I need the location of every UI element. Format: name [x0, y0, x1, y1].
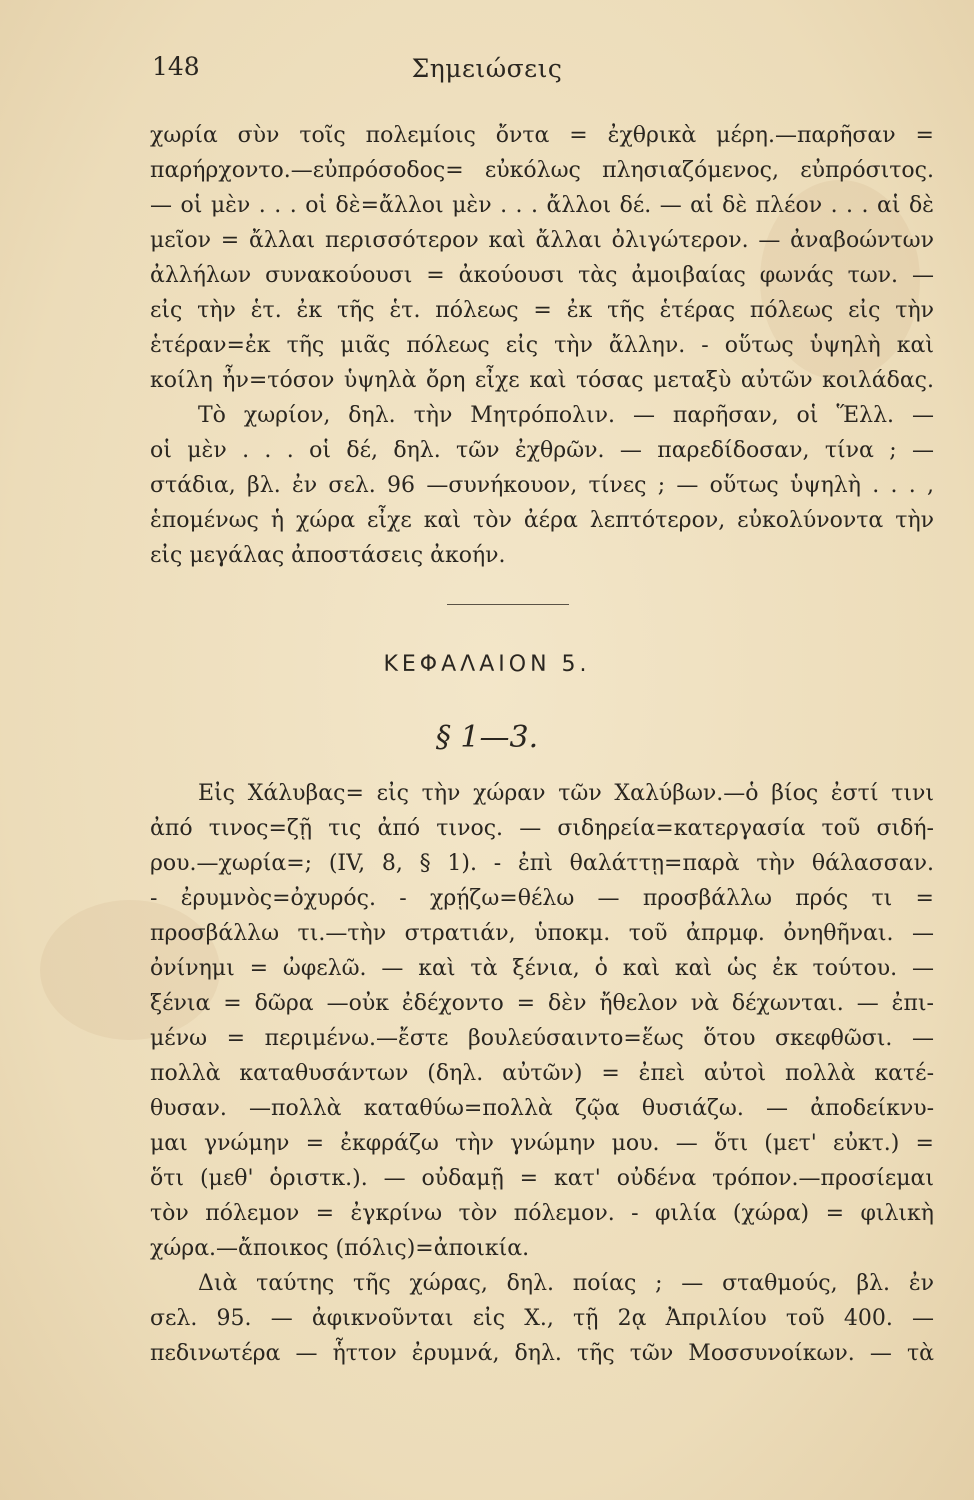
text-line: παρήρχοντο.—εὐπρόσοδος= εὐκόλως πλησιαζόμενος, εὐπρόσιτος. [150, 158, 934, 183]
notes-block-2 [150, 776, 934, 1371]
text-line: σελ. 95. — ἀφικνοῦνται εἰς Χ., τῇ 2ᾳ Ἀπριλίου τοῦ 400. — [150, 1306, 934, 1331]
text-line: εἰς μεγάλας ἀποστάσεις ἀκοήν. [150, 543, 506, 568]
text-line: Διὰ ταύτης τῆς χώρας, δηλ. ποίας ; — σταθμούς, βλ. ἐν [198, 1271, 934, 1296]
text-line: χώρα.—ἄποικος (πόλις)=ἀποικία. [150, 1236, 530, 1261]
text-line: κοίλη ἦν=τόσον ὑψηλὰ ὄρη εἶχε καὶ τόσας μεταξὺ αὐτῶν κοιλάδας. [150, 368, 934, 393]
text-line: ἑτέραν=ἐκ τῆς μιᾶς πόλεως εἰς τὴν ἄλλην. - οὕτως ὑψηλὴ καὶ [150, 333, 934, 358]
section-divider [447, 604, 569, 605]
text-line: μεῖον = ἄλλαι περισσότερον καὶ ἄλλαι ὀλιγώτερον. — ἀναβοώντων [150, 228, 934, 253]
page-header [0, 52, 974, 92]
text-line: ὅτι (μεθ' ὁριστκ.). — οὐδαμῇ = κατ' οὐδένα τρόπον.—προσίεμαι [150, 1166, 934, 1191]
text-line: ἀπό τινος=ζῇ τις ἀπό τινος. — σιδηρεία=κατεργασία τοῦ σιδή- [150, 816, 934, 841]
text-line: εἰς τὴν ἑτ. ἐκ τῆς ἑτ. πόλεως = ἐκ τῆς ἑτέρας πόλεως εἰς τὴν [150, 298, 934, 323]
running-title: Σημειώσεις [411, 54, 563, 83]
text-line: στάδια, βλ. ἐν σελ. 96 —συνήκουον, τίνες ; — οὕτως ὑψηλὴ . . . , [150, 473, 934, 498]
notes-block-1 [150, 118, 934, 573]
text-line: οἱ μὲν . . . οἱ δέ, δηλ. τῶν ἐχθρῶν. — παρεδίδοσαν, τίνα ; — [150, 438, 934, 463]
text-line: μαι γνώμην = ἐκφράζω τὴν γνώμην μου. — ὅτι (μετ' εὐκτ.) = [150, 1131, 934, 1156]
text-line: — οἱ μὲν . . . οἱ δὲ=ἄλλοι μὲν . . . ἄλλοι δέ. — αἱ δὲ πλέον . . . αἱ δὲ [150, 193, 934, 218]
text-line: ἑπομένως ἡ χώρα εἶχε καὶ τὸν ἀέρα λεπτότερον, εὐκολύνοντα τὴν [150, 508, 934, 533]
text-line: ρου.—χωρία=; (IV, 8, § 1). - ἐπὶ θαλάττῃ=παρὰ τὴν θάλασσαν. [150, 851, 934, 876]
text-line: ἀλλήλων συνακούουσι = ἀκούουσι τὰς ἀμοιβαίας φωνάς των. — [150, 263, 934, 288]
text-line: ὀνίνημι = ὠφελῶ. — καὶ τὰ ξένια, ὁ καὶ καὶ ὡς ἐκ τούτου. — [150, 956, 934, 981]
page-number: 148 [152, 52, 200, 81]
section-heading: § 1—3. [435, 720, 539, 755]
chapter-heading: ΚΕΦΑΛΑΙΟΝ 5. [383, 652, 591, 677]
text-line: θυσαν. —πολλὰ καταθύω=πολλὰ ζῷα θυσιάζω. — ἀποδείκνυ- [150, 1096, 934, 1121]
text-line: πεδινωτέρα — ἧττον ἐρυμνά, δηλ. τῆς τῶν Μοσσυνοίκων. — τὰ [150, 1341, 934, 1366]
text-line: μένω = περιμένω.—ἔστε βουλεύσαιντο=ἕως ὅτου σκεφθῶσι. — [150, 1026, 934, 1051]
text-line: ξένια = δῶρα —οὐκ ἐδέχοντο = δὲν ἤθελον νὰ δέχωνται. — ἐπι- [150, 991, 934, 1016]
text-line: τὸν πόλεμον = ἐγκρίνω τὸν πόλεμον. - φιλία (χώρα) = φιλικὴ [150, 1201, 934, 1226]
text-line: προσβάλλω τι.—τὴν στρατιάν, ὑποκμ. τοῦ ἀπρμφ. ὀνηθῆναι. — [150, 921, 934, 946]
text-line: - ἐρυμνὸς=ὀχυρός. - χρῄζω=θέλω — προσβάλλω πρός τι = [150, 886, 934, 911]
text-line: πολλὰ καταθυσάντων (δηλ. αὐτῶν) = ἐπεὶ αὐτοὶ πολλὰ κατέ- [150, 1061, 934, 1086]
text-line: Τὸ χωρίον, δηλ. τὴν Μητρόπολιν. — παρῆσαν, οἱ Ἕλλ. — [198, 403, 934, 428]
text-line: χωρία σὺν τοῖς πολεμίοις ὄντα = ἐχθρικὰ μέρη.—παρῆσαν = [150, 123, 934, 148]
text-line: Εἰς Χάλυβας= εἰς τὴν χώραν τῶν Χαλύβων.—ὁ βίος ἐστί τινι [198, 781, 934, 806]
